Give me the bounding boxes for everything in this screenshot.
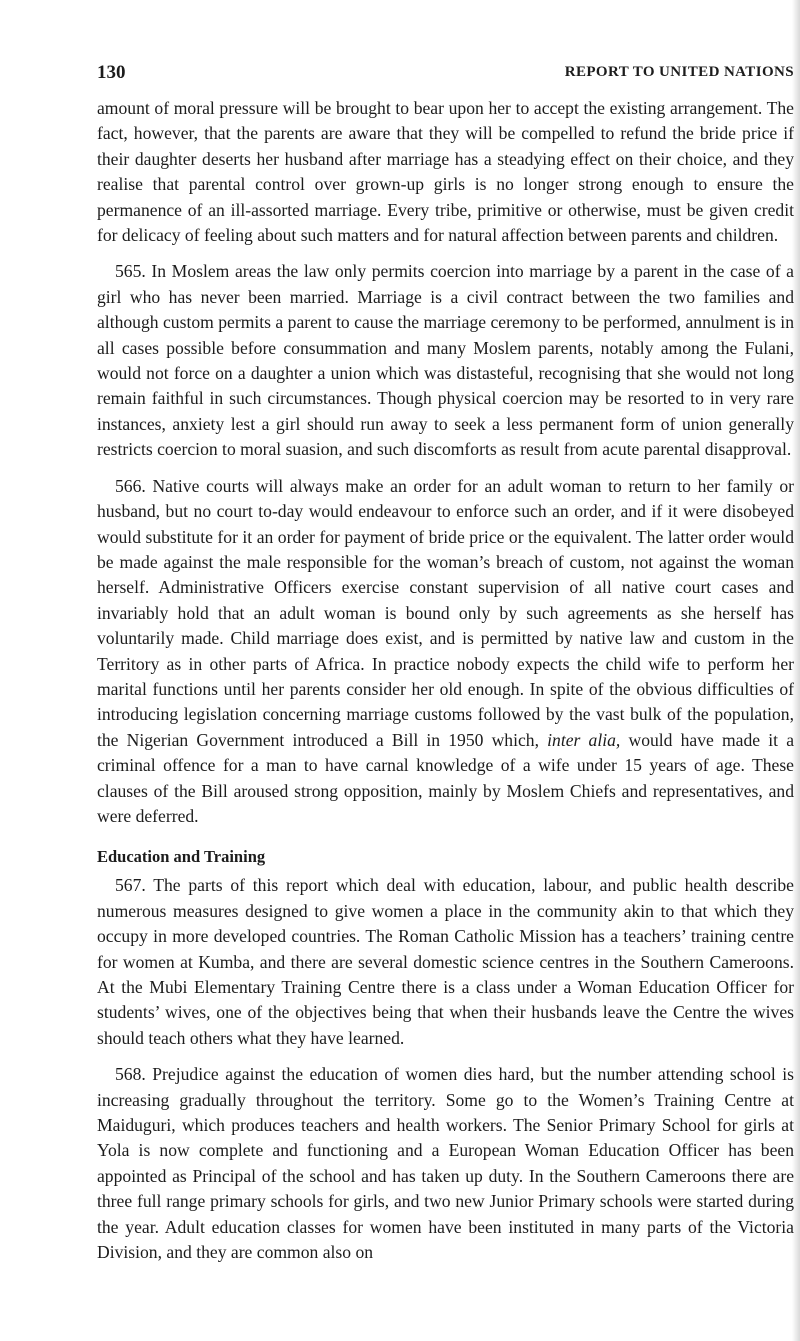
body-text xyxy=(97,96,794,1265)
section-heading: Education and Training xyxy=(97,847,266,867)
page-header xyxy=(97,62,794,86)
italic-inter-alia: inter alia, xyxy=(547,729,621,750)
paragraph-565: 565. In Moslem areas the law only permits coercion into marriage by a parent in the case of a girl who has never been married. Marriage is a civil contract between the two families and although custom permits a parent to cause the marriage ceremony to be performed, annulment is in all cases possible before consummation and many Moslem parents, notably among the Fulani, would not force on a daughter a union which was distasteful, recognising that she would not long remain faithful in such circumstances. Though physical coercion may be resorted to in very rare instances, anxiety lest a girl should run away to seek a less permanent form of union generally restricts coercion to moral suasion, and such discomforts as result from acute parental disapproval. xyxy=(97,261,794,460)
paragraph-continued: amount of moral pressure will be brought to bear upon her to accept the existing arrangement. The fact, however, that the parents are aware that they will be compelled to refund the bride price if their daughter deserts her husband after marriage has a steadying effect on their choice, and they realise that parental control over grown-up girls is no longer strong enough to ensure the permanence of an ill-assorted marriage. Every tribe, primitive or otherwise, must be given credit for delicacy of feeling about such matters and for natural affection between parents and children. xyxy=(97,98,794,246)
paragraph-567: 567. The parts of this report which deal with education, labour, and public health describe numerous measures designed to give women a place in the community akin to that which they occupy in more developed countries. The Roman Catholic Mission has a teachers’ training centre for women at Kumba, and there are several domestic science centres in the Southern Cameroons. At the Mubi Elementary Training Centre there is a class under a Woman Education Officer for students’ wives, one of the objectives being that when their husbands leave the Centre the wives should teach others what they have learned. xyxy=(97,875,794,1048)
page-number: 130 xyxy=(97,62,126,83)
paragraph-566-part-a: 566. Native courts will always make an order for an adult woman to return to her family or husband, but no court to-day would endeavour to enforce such an order, and if it were disobeyed would substitute for it an order for payment of bride price or the equivalent. The latter order would be made against the male responsible for the woman’s breach of custom, not against the woman herself. Administrative Officers exercise constant supervision of all native court cases and invariably hold that an adult woman is bound only by such agreements as she herself has voluntarily made. Child marriage does exist, and is permitted by native law and custom in the Territory as in other parts of Africa. In practice nobody expects the child wife to perform her marital functions until her parents consider her old enough. In spite of the obvious difficulties of introducing legislation concerning marriage customs followed by the vast bulk of the population, the Nigerian Government introduced a Bill in 1950 which, xyxy=(97,475,794,750)
paragraph-566 xyxy=(97,474,794,830)
paragraph-566-part-b: would have made it a criminal offence for a man to have carnal knowledge of a wife under 15 years of age. These clauses of the Bill aroused strong opposition, mainly by Moslem Chiefs and representatives, and were deferred. xyxy=(97,729,795,826)
running-title: REPORT TO UNITED NATIONS xyxy=(564,64,794,80)
paragraph-568: 568. Prejudice against the education of women dies hard, but the number attending school is increasing gradually throughout the territory. Some go to the Women’s Training Centre at Maiduguri, which produces teachers and health workers. The Senior Primary School for girls at Yola is now complete and functioning and a European Woman Education Officer has been appointed as Principal of the school and has taken up duty. In the Southern Cameroons there are three full range primary schools for girls, and two new Junior Primary schools were started during the year. Adult education classes for women have been instituted in many parts of the Victoria Division, and they are common also on xyxy=(97,1064,794,1263)
